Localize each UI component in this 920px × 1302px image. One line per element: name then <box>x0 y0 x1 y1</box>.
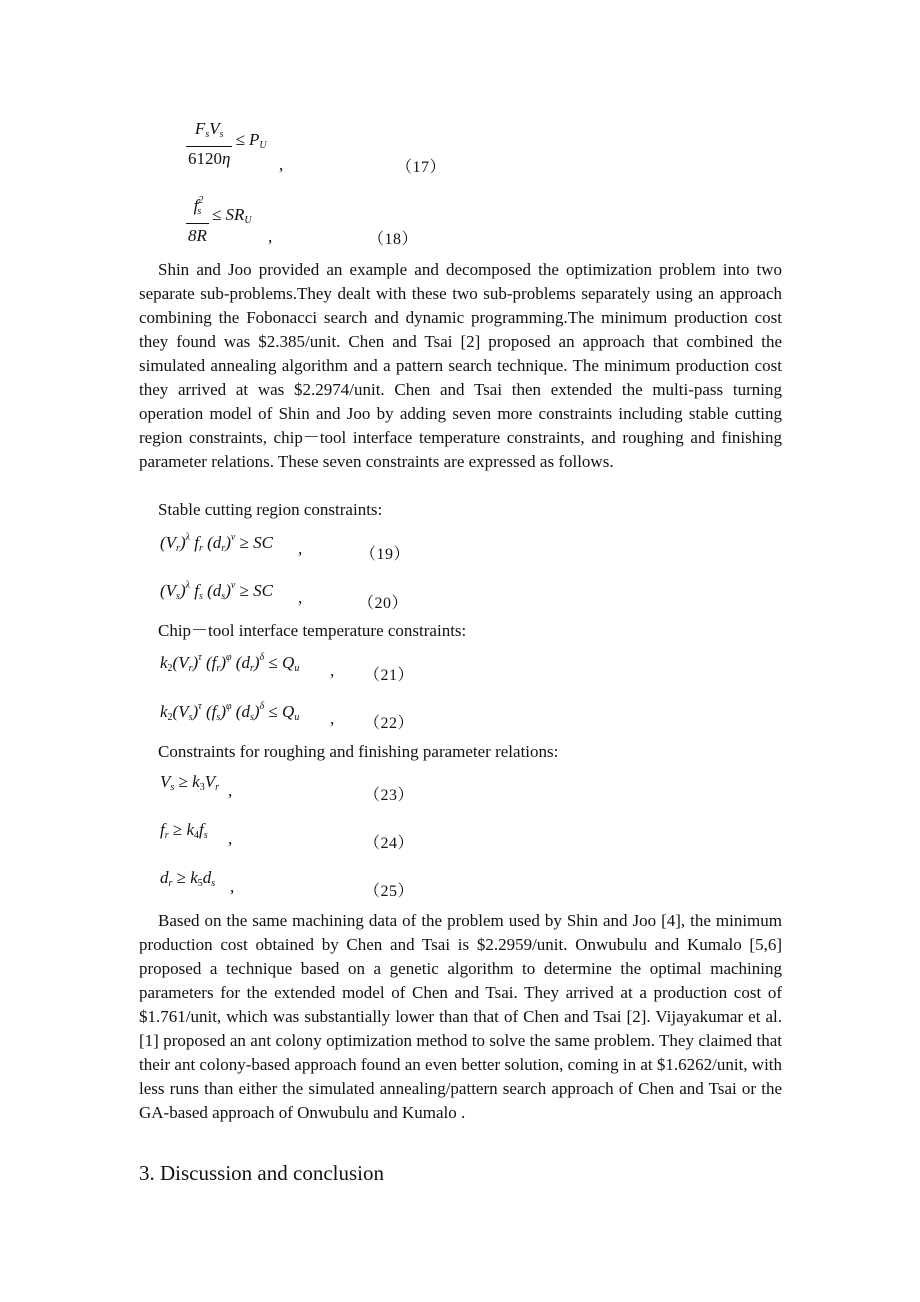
equation-25-number: （25） <box>364 883 415 900</box>
equation-17-comma: , <box>279 155 284 174</box>
equation-19-comma: , <box>298 539 303 558</box>
equation-19: $(V_r)^\lambda$ $f_r$ $(d_r)^\nu$ ≥ SC <box>160 532 273 554</box>
equation-18-fraction: $\frac{f^2_s}{8R}$ <box>186 190 209 248</box>
equation-19-number: （19） <box>360 546 411 563</box>
section-heading: 3. Discussion and conclusion <box>139 1161 384 1185</box>
equation-22: $k_2(V_s)^\tau$ $(f_s)^\varphi$ $(d_s)^\delta \le Q_u$ <box>160 701 300 723</box>
equation-17-number: （17） <box>396 159 447 176</box>
equation-21: $k_2(V_r)^\tau$ $(f_r)^\varphi$ $(d_r)^\delta \le Q_u$ <box>160 652 300 674</box>
equation-23-comma: , <box>228 781 233 800</box>
equation-21-comma: , <box>330 661 335 680</box>
stable-cutting-label: Stable cutting region constraints: <box>158 500 383 519</box>
equation-21-number: （21） <box>364 667 415 684</box>
chip-tool-label: Chip－tool interface temperature constraints: <box>158 621 467 640</box>
equation-23-number: （23） <box>364 787 415 804</box>
equation-17-fraction: $\frac{F_sV_s}{6120\eta}$ <box>188 119 231 168</box>
equation-18-comma: , <box>268 227 273 246</box>
equation-17: $\frac{F_sV_s}{6120\eta}$ ≤ $P_U$ <box>186 118 267 171</box>
equation-18: $\frac{f^2_s}{8R}$ ≤ $SR_U$ <box>186 190 252 248</box>
equation-24-number: （24） <box>364 835 415 852</box>
equation-24: $f_r \ge k_4f_s$ <box>160 820 208 841</box>
equation-22-comma: , <box>330 709 335 728</box>
roughing-finishing-label: Constraints for roughing and finishing parameter relations: <box>158 742 559 761</box>
equation-22-number: （22） <box>364 715 415 732</box>
body-paragraph-2: Based on the same machining data of the problem used by Shin and Joo [4], the minimum production cost obtained by Chen and Tsai is $2.2959/unit. Onwubulu and Kumalo [5,6] proposed a technique based on a genetic algorithm to determine the optimal machining parameters for the extended model of Chen and Tsai. They arrived at a production cost of $1.761/unit, which was substantially lower than that of Chen and Tsai [2]. Vijayakumar et al. [1] proposed an ant colony optimization method to solve the same problem. They claimed that their ant colony-based approach found an even better solution, coming in at $1.6262/unit, with less runs than either the simulated annealing/pattern search approach of Chen and Tsai or the GA-based approach of Onwubulu and Kumalo . <box>139 911 783 1122</box>
equation-20-comma: , <box>298 588 303 607</box>
equation-24-comma: , <box>228 829 233 848</box>
equation-23: $V_s \ge k_3V_r$ <box>160 772 219 793</box>
equation-25: $d_r \ge k_5d_s$ <box>160 868 216 889</box>
equation-25-comma: , <box>230 877 235 896</box>
equation-18-number: （18） <box>368 231 419 248</box>
body-paragraph-1: Shin and Joo provided an example and decomposed the optimization problem into two separate sub-problems.They dealt with these two sub-problems separately using an approach combining the Fobonacci search and dynamic programming.The minimum production cost they found was $2.385/unit. Chen and Tsai [2] proposed an approach that combined the simulated annealing algorithm and a pattern search technique. The minimum production cost they arrived at was $2.2974/unit. Chen and Tsai then extended the multi-pass turning operation model of Shin and Joo by adding seven more constraints including stable cutting region constraints, chip－tool interface temperature constraints, and roughing and finishing parameter relations. These seven constraints are expressed as follows. <box>139 260 782 471</box>
equation-20-number: （20） <box>358 595 409 612</box>
equation-20: $(V_s)^\lambda$ $f_s$ $(d_s)^\nu$ ≥ SC <box>160 580 273 602</box>
